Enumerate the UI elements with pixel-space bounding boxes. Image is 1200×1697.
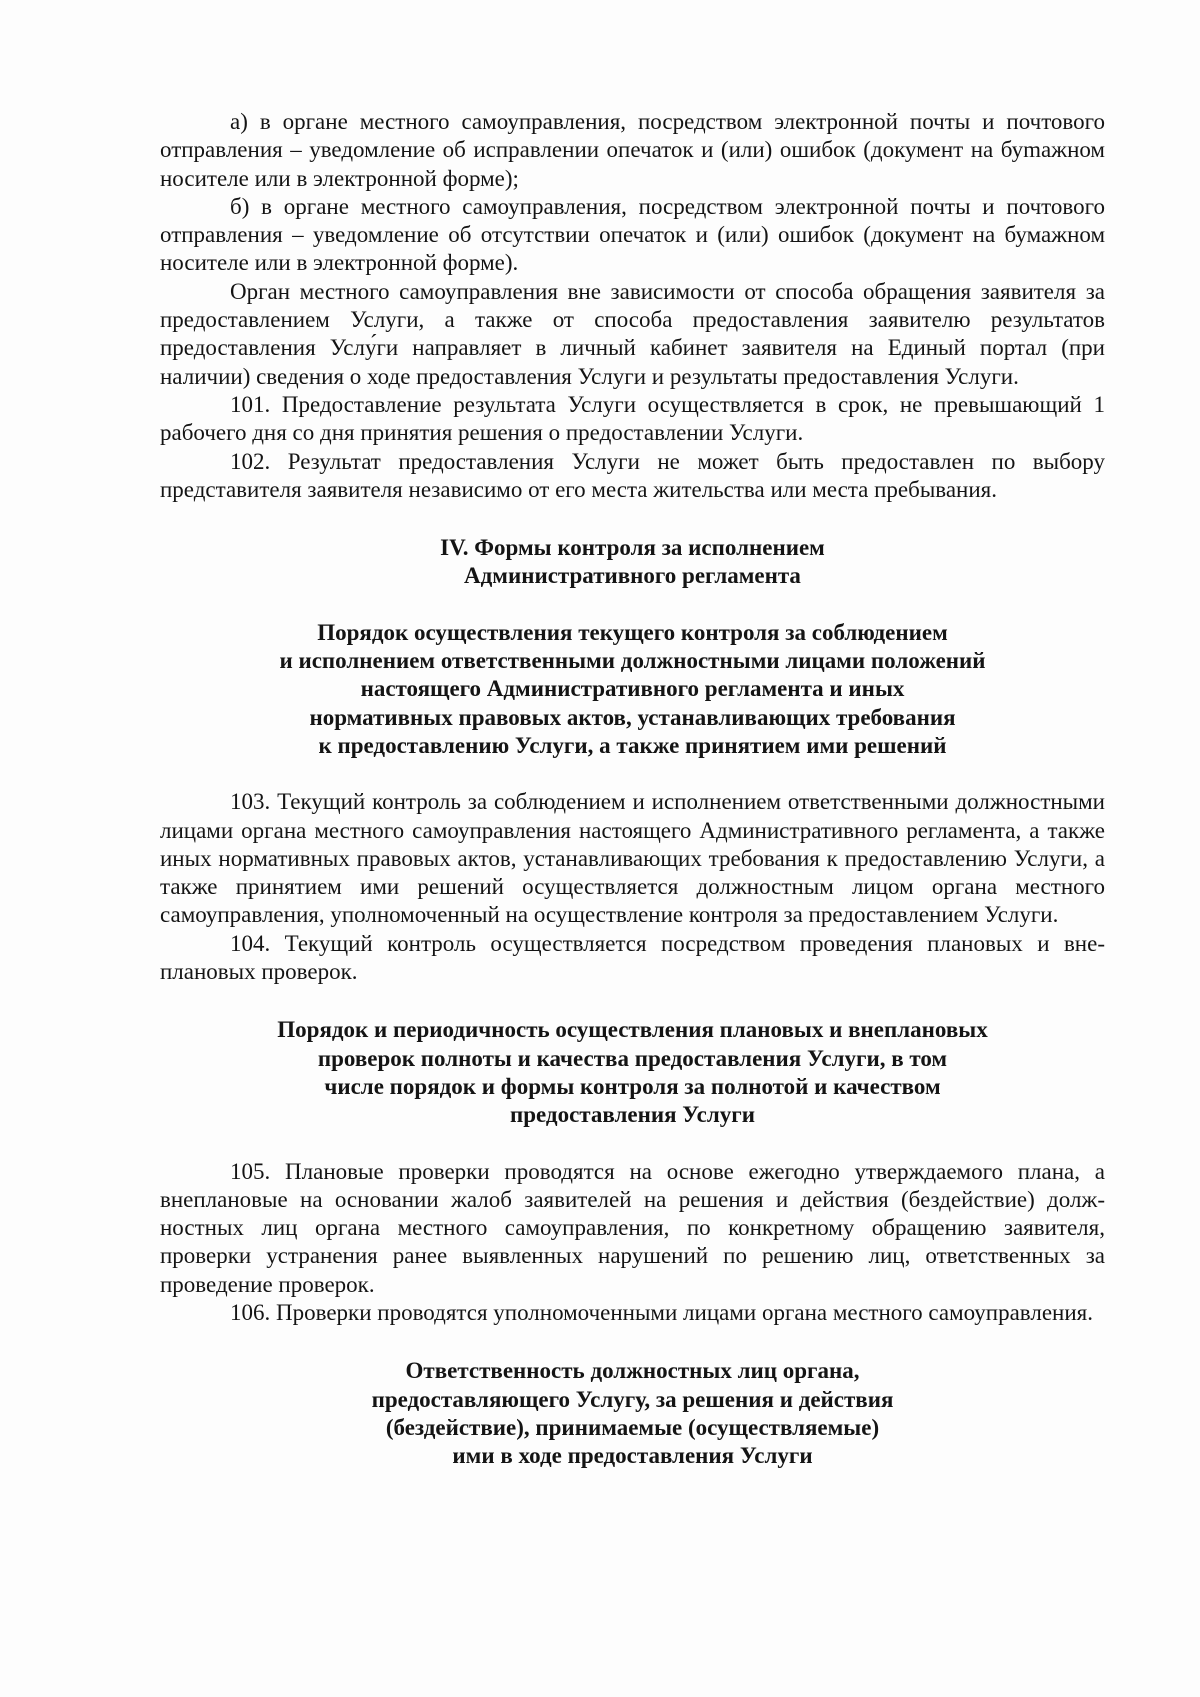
subheading-line: и исполнением ответственными должностными лицами положений [279, 648, 986, 674]
subheading-line: настоящего Административного регламента и иных [360, 676, 905, 702]
subheading-line: Ответственность должностных лиц органа, [405, 1358, 860, 1384]
subheading-responsibility [160, 1357, 1105, 1470]
subheading-line: предоставления Услуги [509, 1102, 755, 1128]
paragraph-104: 104. Текущий контроль осуществляется посредством проведения плановых и внеплановых проверок. [160, 930, 1105, 985]
subheading-line: нормативных правовых актов, устанавливающих требования [309, 704, 956, 730]
subheading-line: проверок полноты и качества предоставления Услуги, в том [317, 1045, 948, 1071]
paragraph-102: 102. Результат предоставления Услуги не может быть предоставлен по выбору представителя заявителя независимо от его места жительства или места пребывания. [160, 448, 1105, 502]
subheading-line: числе порядок и формы контроля за полнотой и качеством [324, 1073, 941, 1099]
paragraph-105: 105. Плановые проверки проводятся на основе ежегодно утверждаемого плана, а внеплановые на основании жалоб заявителей на решения и действия (бездействие) должностных лиц органа местного самоуправления, по конкретному обращению заявителя, проверки устранения ранее выявленных нарушений по решению лиц, ответственных за проведение проверок. [160, 1158, 1105, 1297]
section-heading-line: Административного регламента [464, 563, 801, 589]
subheading-current-control [160, 619, 1105, 760]
section-heading-line: IV. Формы контроля за исполнением [440, 535, 825, 561]
subheading-line: ими в ходе предоставления Услуги [452, 1443, 813, 1469]
paragraph-portal-info: Орган местного самоуправления вне зависимости от способа обращения заявителя за предоставлением Услуги, а также от способа предоставления заявителю результатов предоставления Услу́ги направляет в личный кабинет заявителя на Единый портал (при наличии) сведения о ходе предоставления Услуги и результаты предоставления Услуги. [160, 278, 1105, 389]
subheading-inspections [160, 1016, 1105, 1129]
paragraph-b: б) в органе местного самоуправления, посредством электронной почты и почтового отправления – уведомление об отсутствии опечаток и (или) ошибок (документ на бумажном носителе или в электронной форме). [160, 193, 1105, 276]
subheading-line: к предоставлению Услуги, а также принятием ими решений [318, 732, 947, 758]
section-heading-iv [160, 534, 1105, 591]
paragraph-a: а) в органе местного самоуправления, посредством электронной почты и почтового отправления – уведомление об исправлении опечаток и (или) ошибок (документ на буmажном носителе или в электронной форме); [160, 109, 1105, 191]
subheading-line: предоставляющего Услугу, за решения и действия [371, 1386, 894, 1412]
paragraph-101: 101. Предоставление результата Услуги осуществляется в срок, не превышающий 1 рабочего дня со дня принятия решения о предоставлении Услуги. [160, 391, 1105, 446]
paragraph-103: 103. Текущий контроль за соблюдением и исполнением ответственными должностными лицами органа местного самоуправления настоящего Административного регламента, а также иных нормативных правовых актов, устанавливающих требования к предоставлению Услуги, а также принятием ими решений осуществляется должностным лицом органа местного самоуправления, уполномоченный на осуществление контроля за предоставлением Услуги. [160, 789, 1105, 928]
subheading-line: (бездействие), принимаемые (осуществляемые) [385, 1414, 880, 1440]
document-body [160, 108, 1105, 1470]
paragraph-106: 106. Проверки проводятся уполномоченными лицами органа местного самоуправления. [230, 1299, 1093, 1325]
subheading-line: Порядок осуществления текущего контроля за соблюдением [317, 619, 948, 645]
subheading-line: Порядок и периодичность осуществления плановых и внеплановых [277, 1017, 988, 1043]
